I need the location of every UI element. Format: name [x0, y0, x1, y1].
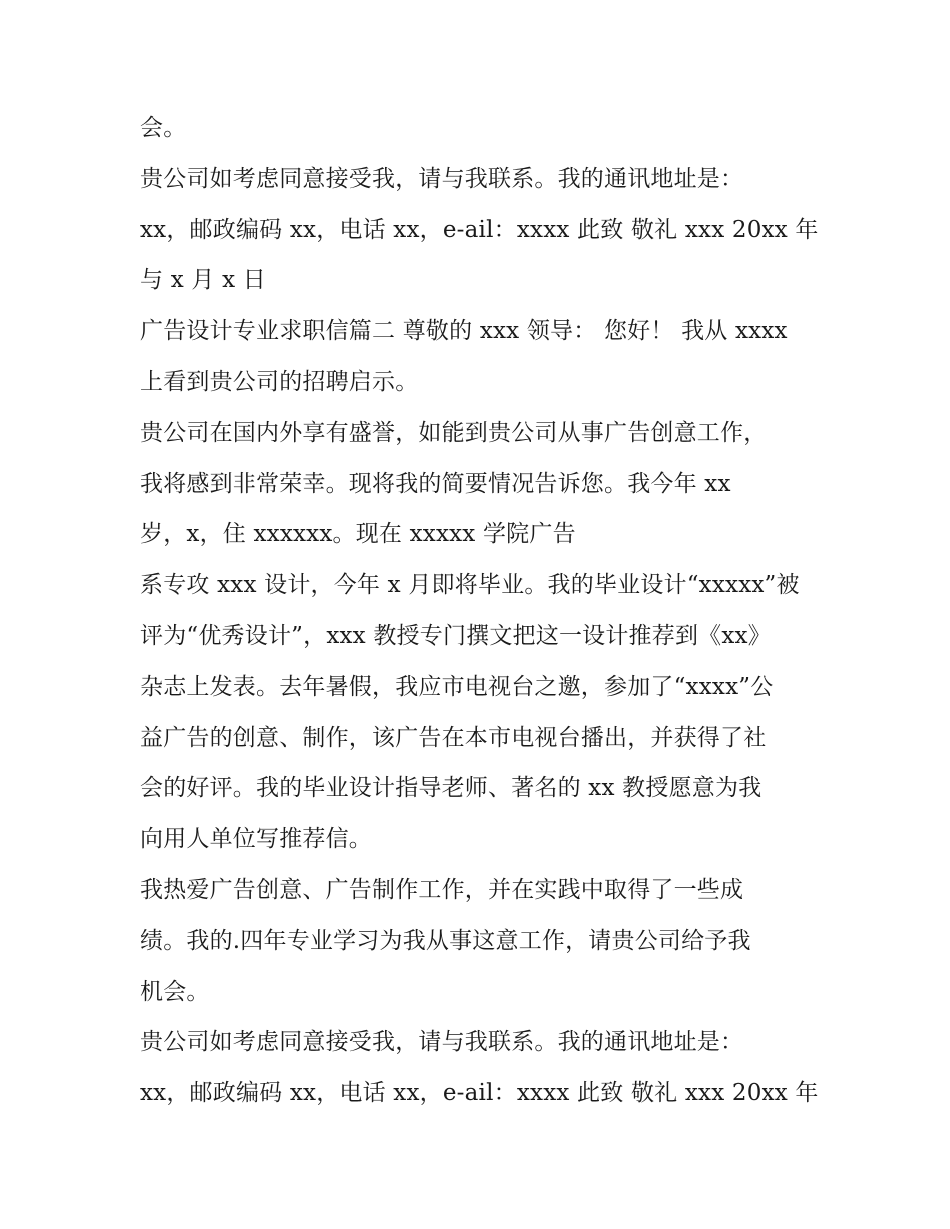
- text-line-4: 与 x 月 x 日: [140, 267, 266, 294]
- text-line-2: 贵公司如考虑同意接受我，请与我联系。我的通讯地址是：: [140, 165, 744, 192]
- text-line-17: 绩。我的.四年专业学习为我从事这意工作，请贵公司给予我: [140, 927, 751, 954]
- document-body: [140, 103, 830, 1119]
- text-line-15: 向用人单位写推荐信。: [140, 826, 372, 853]
- text-line-13: 益广告的创意、制作，该广告在本市电视台播出，并获得了社: [140, 724, 767, 751]
- text-line-12: 杂志上发表。去年暑假，我应市电视台之邀，参加了“xxxx”公: [140, 673, 774, 700]
- text-line-7: 贵公司在国内外享有盛誉，如能到贵公司从事广告创意工作，: [140, 419, 767, 446]
- text-line-18: 机会。: [140, 978, 210, 1005]
- text-line-5: 广告设计专业求职信篇二 尊敬的 xxx 领导： 您好！ 我从 xxxx: [140, 318, 788, 345]
- text-line-14: 会的好评。我的毕业设计指导老师、著名的 xx 教授愿意为我: [140, 775, 762, 802]
- text-line-6: 上看到贵公司的招聘启示。: [140, 368, 419, 395]
- text-line-16: 我热爱广告创意、广告制作工作，并在实践中取得了一些成: [140, 876, 744, 903]
- text-line-9: 岁，x，住 xxxxxx。现在 xxxxx 学院广告: [140, 521, 576, 548]
- text-line-19: 贵公司如考虑同意接受我，请与我联系。我的通讯地址是：: [140, 1029, 744, 1056]
- text-line-11: 评为“优秀设计”，xxx 教授专门撰文把这一设计推荐到《xx》: [140, 622, 771, 649]
- text-line-10: 系专攻 xxx 设计，今年 x 月即将毕业。我的毕业设计“xxxxx”被: [140, 572, 800, 599]
- text-line-20: xx，邮政编码 xx，电话 xx，e-ail：xxxx 此致 敬礼 xxx 20xx 年: [140, 1080, 819, 1107]
- text-line-1: 会。: [140, 115, 187, 141]
- text-line-8: 我将感到非常荣幸。现将我的简要情况告诉您。我今年 xx: [140, 470, 731, 497]
- text-line-3: xx，邮政编码 xx，电话 xx，e-ail：xxxx 此致 敬礼 xxx 20xx 年: [140, 216, 819, 243]
